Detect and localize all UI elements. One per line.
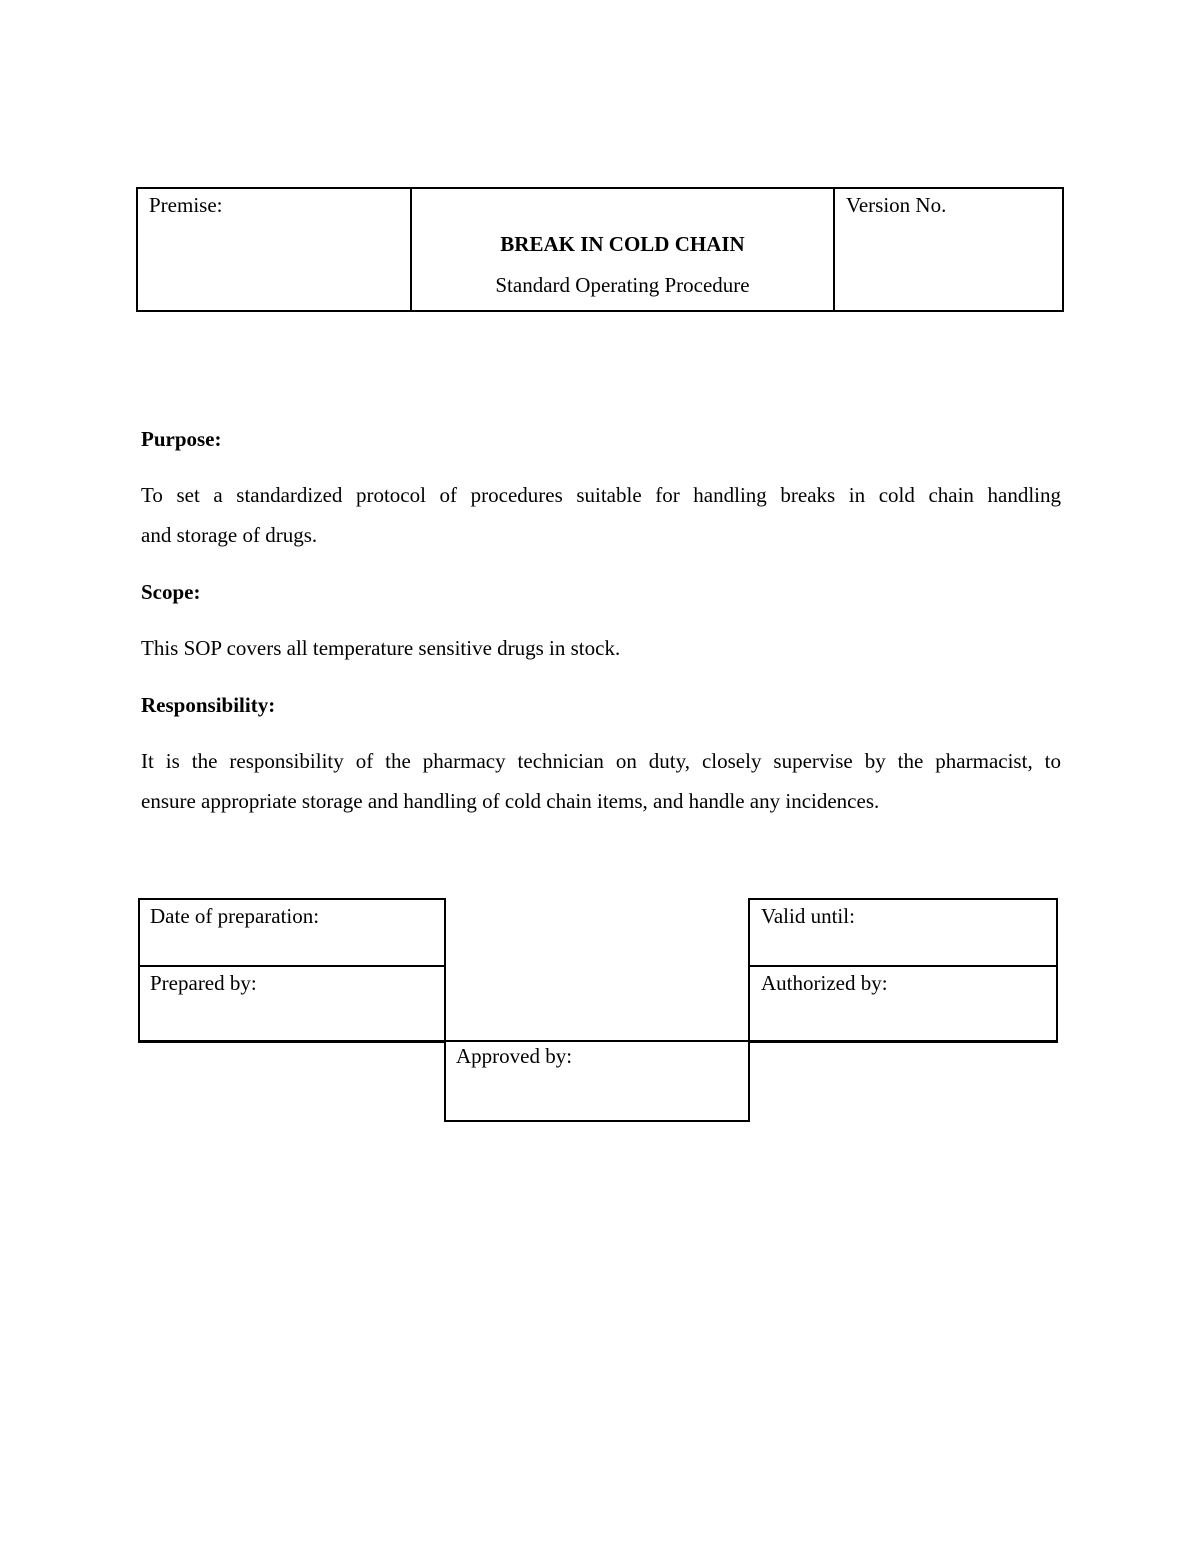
purpose-text: [141, 475, 1061, 555]
purpose-heading: Purpose:: [141, 427, 222, 451]
responsibility-heading: Responsibility:: [141, 693, 276, 717]
date-of-preparation-cell: [138, 898, 446, 967]
title-cell: [410, 187, 835, 312]
scope-heading: Scope:: [141, 580, 201, 604]
responsibility-line-1: It is the responsibility of the pharmacy technician on duty, closely supervise by the pharmacist, to: [141, 749, 1061, 773]
document-title: BREAK IN COLD CHAIN: [500, 232, 745, 256]
premise-cell: [136, 187, 412, 312]
premise-label: Premise:: [149, 193, 223, 217]
prepared-by-cell: [138, 965, 446, 1043]
valid-until-cell: [748, 898, 1058, 967]
authorized-by-label: Authorized by:: [761, 971, 888, 995]
prepared-by-label: Prepared by:: [150, 971, 257, 995]
approved-by-cell: [444, 1040, 750, 1122]
version-cell: [833, 187, 1064, 312]
purpose-line-2: and storage of drugs.: [141, 523, 318, 547]
approved-by-label: Approved by:: [456, 1044, 573, 1068]
purpose-line-1: To set a standardized protocol of procedures suitable for handling breaks in cold chain handling: [141, 483, 1061, 507]
scope-text: [141, 628, 1061, 668]
scope-line-1: This SOP covers all temperature sensitive drugs in stock.: [141, 636, 621, 660]
valid-until-label: Valid until:: [761, 904, 855, 928]
middle-divider-left: [444, 898, 446, 1042]
date-of-preparation-label: Date of preparation:: [150, 904, 320, 928]
version-label: Version No.: [846, 193, 947, 217]
responsibility-text: [141, 741, 1061, 821]
document-subtitle: Standard Operating Procedure: [495, 273, 750, 297]
responsibility-line-2: ensure appropriate storage and handling of cold chain items, and handle any incidences.: [141, 789, 880, 813]
signoff-table: [138, 898, 1058, 1122]
authorized-by-cell: [748, 965, 1058, 1043]
header-table: [136, 187, 1064, 312]
